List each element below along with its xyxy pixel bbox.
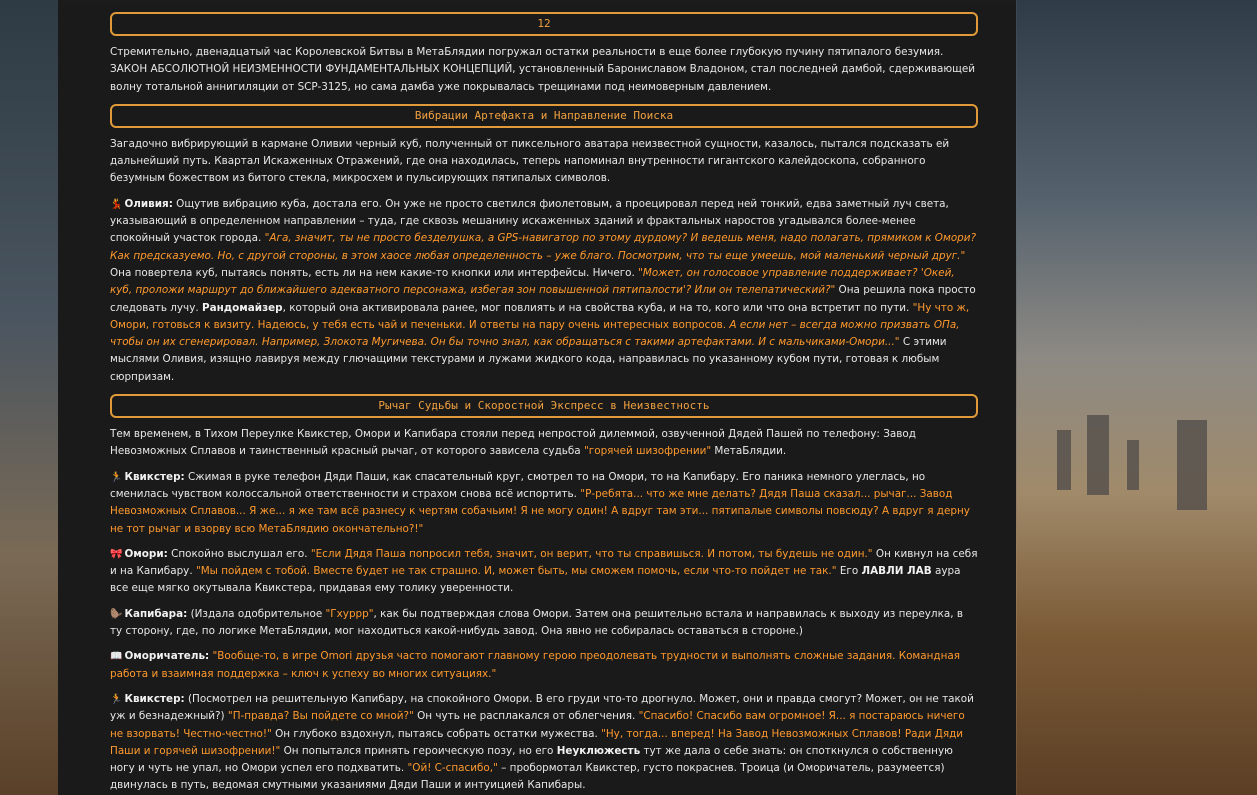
- narration-text: Он кивнул на себя и на Капибару.: [110, 547, 978, 578]
- narration-text: Она повертела куб, пытаясь понять, есть ли на нем какие-то кнопки или интерфейсы. Ничего.: [110, 266, 639, 279]
- background-rock: [1127, 440, 1139, 490]
- speaker-name: Омори:: [124, 547, 168, 560]
- speaker-name: Квикстер:: [124, 692, 185, 705]
- character-paragraph: [110, 691, 978, 795]
- runner-icon: 🏃: [110, 471, 123, 483]
- character-paragraph: [110, 606, 978, 641]
- narration-text: , который она активировала ранее, мог повлиять и на свойства куба, и на то, кого или что она встретит по пути.: [282, 301, 913, 314]
- paragraph-text: Стремительно, двенадцатый час Королевской Битвы в МетаБлядии погружал остатки реальности в еще более глубокую пучину пятипалого безумия. ЗАКОН АБСОЛЮТНОЙ НЕИЗМЕННОСТИ ФУНДАМЕНТАЛЬНЫХ КОНЦЕПЦИЙ, установленный Бaронислaвом Владоном, стал последней дамбой, сдерживающей волну тотальной аннигиляции от SCP-3125, но сама дамба уже покрывалась трещинами под неимоверным давлением.: [110, 46, 976, 93]
- narration-text: Его: [836, 565, 862, 578]
- paragraph: [110, 426, 978, 461]
- speaker-name: Оливия:: [124, 197, 173, 210]
- story-content: [110, 12, 978, 795]
- narration-text: Он чуть не расплакался от облегчения.: [413, 710, 639, 723]
- narration-text: Она решила пока просто следовать лучу.: [110, 284, 976, 314]
- story-panel: [58, 6, 1016, 795]
- character-paragraph: [110, 546, 978, 598]
- narration-text: Сжимая в руке телефон Дяди Паши, как спасательный круг, смотрел то на Омори, то на Капибару. Его паника немного улеглась, но сменилась чувством колоссальной ответственности и страхом снова всё испортить.: [110, 470, 926, 500]
- bold-term: ЛАВЛИ ЛАВ: [861, 565, 932, 578]
- bold-term: Рандомайзер: [201, 301, 283, 314]
- narration-text: (Посмотрел на решительную Капибару, на спокойного Омори. В его груди что-то дрогнуло. Может, они и правда смогут? Может, он не такой уж и безнадежный?): [110, 692, 974, 723]
- book-icon: 📖: [110, 651, 123, 663]
- character-paragraph: [110, 196, 978, 386]
- dialogue-quote: "Гхуррр": [325, 607, 374, 620]
- narration-text: С этими мыслями Оливия, изящно лавируя между глючащими текстурами и лужами жидкого кода, направилась по указанному кубом пути, готовая к любым сюрпризам.: [110, 336, 947, 383]
- dialogue-quote: "горячей шизофрении": [583, 445, 712, 458]
- background-rock: [1057, 430, 1071, 490]
- paragraph-text: Загадочно вибрирующий в кармане Оливии черный куб, полученный от пиксельного аватара неизвестной сущности, казалось, пытался подсказать ей дальнейший путь. Квартал Искаженных Отражений, где она находилась, теперь напоминал внутренности гигантского калейдоскопа, собранного безумным божеством из битого стекла, микросхем и пульсирующих пятипалых символов.: [110, 137, 950, 185]
- character-paragraph: [110, 469, 978, 538]
- narration-text: Он попытался принять героическую позу, но его: [280, 744, 557, 757]
- background-right: [1017, 0, 1257, 795]
- dialogue-quote: "Может, он голосовое управление поддерживает? 'Окей, куб, проложи маршрут до ближайшего адекватного персонажа, избегая зон повышенной пятипалости'? Или он телепатический?": [110, 266, 955, 297]
- dialogue-quote: "Спасибо! Спасибо вам огромное! Я... я постараюсь ничего не взорвать! Честно-честно!": [110, 710, 965, 740]
- narration-text: тут же дала о себе знать: он споткнулся о собственную ногу и чуть не упал, но Омори успел его подхватить.: [110, 744, 953, 775]
- character-paragraph: [110, 648, 978, 683]
- dancer-icon: 💃: [110, 198, 123, 210]
- speaker-name: Оморичатель:: [124, 650, 210, 663]
- section-heading: Вибрации Артефакта и Направление Поиска: [110, 104, 978, 128]
- speaker-name: Капибара:: [124, 607, 188, 620]
- ribbon-icon: 🎀: [110, 548, 123, 560]
- dialogue-quote: "Ну что ж, Омори, готовься к визиту. Надеюсь, у тебя есть чай и печеньки. И ответы на пару очень интересных вопросов.: [110, 301, 970, 331]
- narration-text: Спокойно выслушал его.: [167, 547, 311, 560]
- paragraph: [110, 44, 978, 96]
- dialogue-quote: "Вообще-то, в игре Omori друзья часто помогают главному герою преодолевать трудности и выполнять сложные задания. Командная работа и взаимная поддержка – ключ к успеху во многих ситуациях.": [110, 650, 961, 680]
- dialogue-quote: "Ага, значит, ты не просто безделушка, а GPS-навигатор по этому дурдому? И ведешь меня, надо полагать, прямиком к Омори? Как предсказуемо. Но, с другой стороны, в этом хаосе любая определенность – уже благо. Посмотрим, что ты еще умеешь, мой маленький черный друг.": [110, 232, 977, 262]
- narration-text: аура все еще мягко окутывала Квикстера, придавая ему толику уверенности.: [110, 565, 961, 595]
- chapter-number-heading: 12: [110, 12, 978, 36]
- narration-text: Он глубоко вздохнул, пытаясь собрать остатки мужества.: [271, 727, 602, 740]
- dialogue-quote: "П-правда? Вы пойдете со мной?": [227, 710, 414, 723]
- dialogue-quote: "Р-ребята... что же мне делать? Дядя Паша сказал... рычаг... Завод Невозможных Сплавов... Я же... я же там всё разнесу к чертям собачьим! Я не могу один! А вдруг там эти... пятипалые символы повсюду? А вдруг я дерну не тот рычаг и взорву всю МетаБлядию окончательно?!": [110, 487, 970, 535]
- dialogue-quote: "Если Дядя Паша попросил тебя, значит, он верит, что ты справишься. И потом, ты будешь не один.": [310, 547, 873, 560]
- dialogue-quote: "Ну, тогда... вперед! На Завод Невозможных Сплавов! Ради Дяди Паши и горячей шизофрении!": [110, 727, 964, 757]
- dialogue-quote: "Ой! С-спасибо,": [407, 762, 498, 775]
- bold-term: Неуклюжесть: [556, 744, 641, 757]
- paragraph: [110, 136, 978, 188]
- dialogue-quote: "Мы пойдем с тобой. Вместе будет не так страшно. И, может быть, мы сможем помочь, если что-то пойдет не так.": [195, 565, 837, 578]
- background-left: [0, 0, 60, 795]
- dialogue-quote: А если нет – всегда можно призвать ОПа, чтобы он их сгенерировал. Например, Злокота Мугичева. Он бы точно знал, как обращаться с такими артефактами. И с мальчиками-Омори...": [110, 318, 960, 349]
- narration-text: , как бы подтверждая слова Омори. Затем она решительно встала и направилась к выходу из переулка, в ту сторону, где, по логике МетаБлядии, мог находиться какой-нибудь завод. Она явно не собиралась оставаться в стороне.): [110, 607, 963, 638]
- narration-text: Тем временем, в Тихом Переулке Квикстер, Омори и Капибара стояли перед непростой дилеммой, озвученной Дядей Пашей по телефону: Завод Невозможных Сплавов и таинственный красный рычаг, от которого зависела судьба: [110, 428, 916, 458]
- capybara-icon: 🦫: [110, 608, 123, 620]
- speaker-name: Квикстер:: [124, 470, 185, 483]
- narration-text: – пробормотал Квикстер, густо покраснев. Троица (и Оморичатель, разумеется) двинулась в путь, ведомая смутными указаниями Дяди Паши и интуицией Капибары.: [110, 762, 945, 792]
- background-rock: [1177, 420, 1207, 510]
- background-rock: [1087, 415, 1109, 495]
- narration-text: МетаБлядии.: [711, 445, 787, 458]
- runner-icon: 🏃: [110, 693, 123, 705]
- section-heading: Рычаг Судьбы и Скоростной Экспресс в Неизвестность: [110, 394, 978, 418]
- narration-text: Ощутив вибрацию куба, достала его. Он уже не просто светился фиолетовым, а проецировал перед ней тонкий, едва заметный луч света, указывающий в определенном направлении – туда, где сквозь мешанину искаженных зданий и фрактальных наростов угадывался более-менее спокойный участок города.: [110, 197, 949, 245]
- narration-text: (Издала одобрительное: [187, 607, 326, 620]
